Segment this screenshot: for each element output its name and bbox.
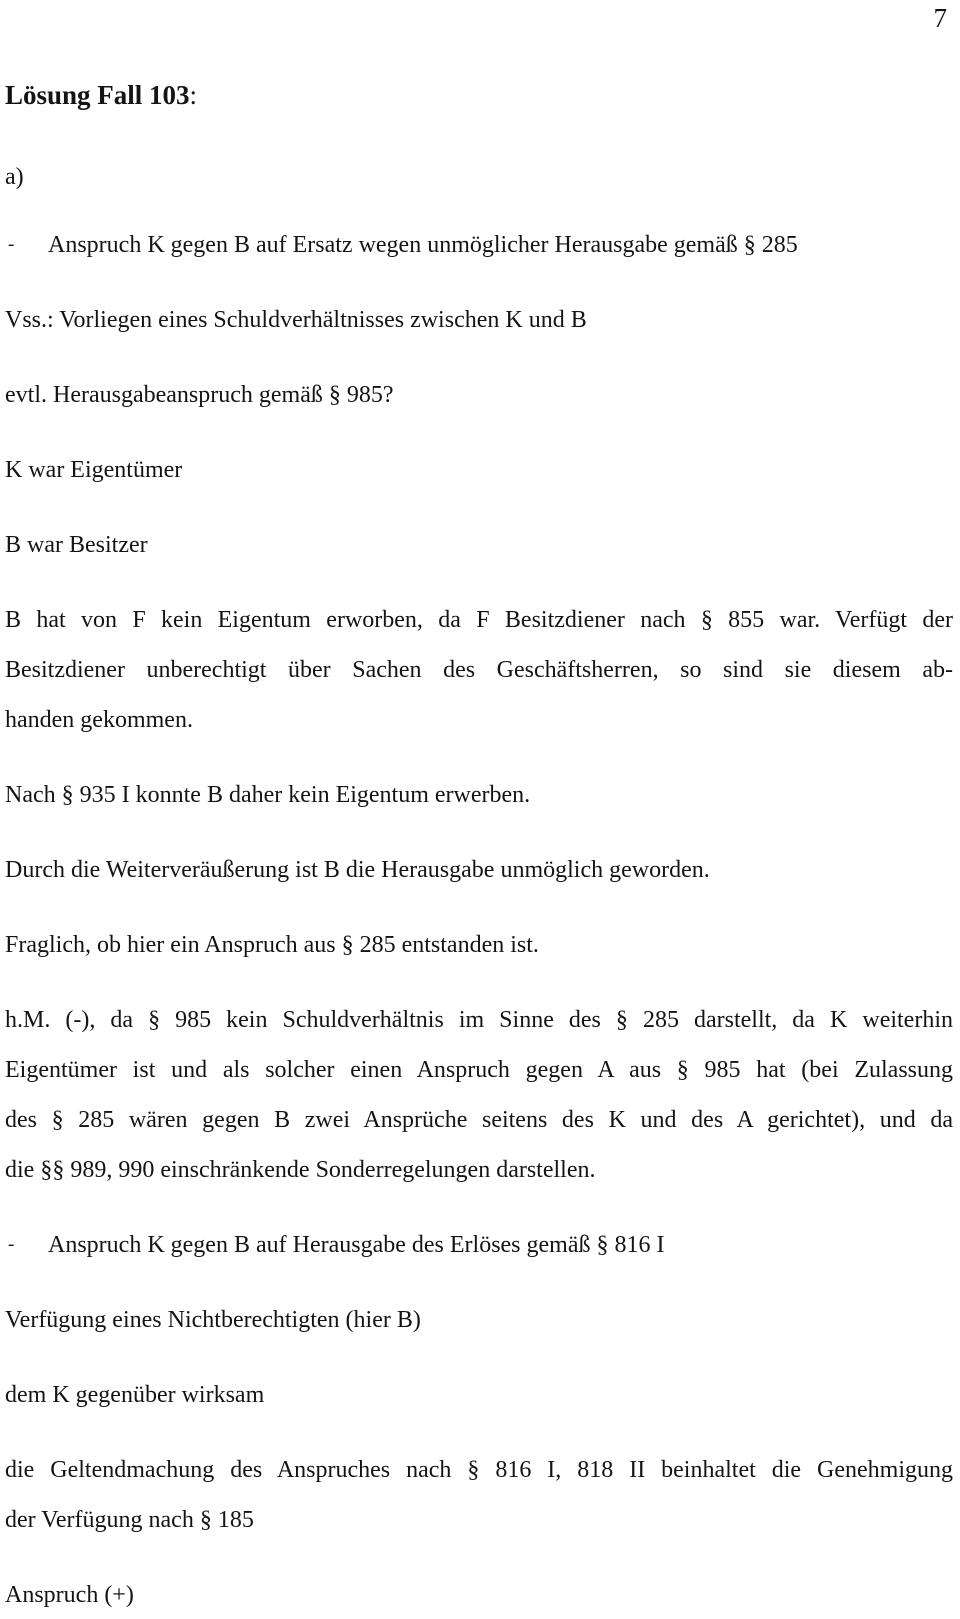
paragraph [0,1370,960,1420]
document-body [0,220,960,1619]
paragraph [0,370,960,420]
bullet-paragraph [0,220,960,270]
paragraph [0,770,960,820]
text-line: der Verfügung nach § 185 [5,1507,254,1533]
doc-title [0,70,960,120]
text-line: Nach § 935 I konnte B daher kein Eigentum erwerben. [5,782,531,808]
paragraph [0,1295,960,1345]
paragraph [0,1445,960,1545]
text-line: Anspruch (+) [5,1582,134,1608]
text-line: h.M. (-), da § 985 kein Schuldverhältnis im Sinne des § 285 darstellt, da K weiterhin [5,1007,953,1033]
text-line: die §§ 989, 990 einschränkende Sonderregelungen darstellen. [5,1157,596,1183]
text-line: dem K gegenüber wirksam [5,1382,265,1408]
text-line: Fraglich, ob hier ein Anspruch aus § 285 entstanden ist. [5,932,539,958]
text-line: B war Besitzer [5,532,148,558]
paragraph [0,845,960,895]
paragraph [0,295,960,345]
text-line: Anspruch K gegen B auf Herausgabe des Erlöses gemäß § 816 I [48,1232,665,1258]
text-line: K war Eigentümer [5,457,183,483]
paragraph [0,995,960,1195]
text-line: Eigentümer ist und als solcher einen Anspruch gegen A aus § 985 hat (bei Zulassung [5,1057,953,1083]
text-line: evtl. Herausgabeanspruch gemäß § 985? [5,382,394,408]
paragraph [0,520,960,570]
text-line: Vss.: Vorliegen eines Schuldverhältnisses zwischen K und B [5,307,587,333]
page-number: 7 [933,3,947,33]
text-line: Anspruch K gegen B auf Ersatz wegen unmöglicher Herausgabe gemäß § 285 [48,232,798,258]
bullet-dash-marker: - [8,234,15,255]
paragraph [0,1570,960,1619]
doc-title-text: Lösung Fall 103 [5,80,190,110]
bullet-dash-marker: - [8,1234,15,1255]
text-line: B hat von F kein Eigentum erworben, da F Besitzdiener nach § 855 war. Verfügt der [5,607,953,633]
text-line: Verfügung eines Nichtberechtigten (hier B) [5,1307,421,1333]
text-line: des § 285 wären gegen B zwei Ansprüche seitens des K und des A gerichtet), und da [5,1107,953,1133]
paragraph [0,920,960,970]
text-line: handen gekommen. [5,707,193,733]
section-label: a) [5,164,24,190]
doc-title-colon: : [189,80,198,110]
paragraph [0,595,960,745]
text-line: Durch die Weiterveräußerung ist B die Herausgabe unmöglich geworden. [5,857,710,883]
text-line: Besitzdiener unberechtigt über Sachen des Geschäftsherren, so sind sie diesem ab- [5,657,953,683]
bullet-paragraph [0,1220,960,1270]
paragraph [0,445,960,495]
text-line: die Geltendmachung des Anspruches nach § 816 I, 818 II beinhaltet die Genehmigung [5,1457,953,1483]
